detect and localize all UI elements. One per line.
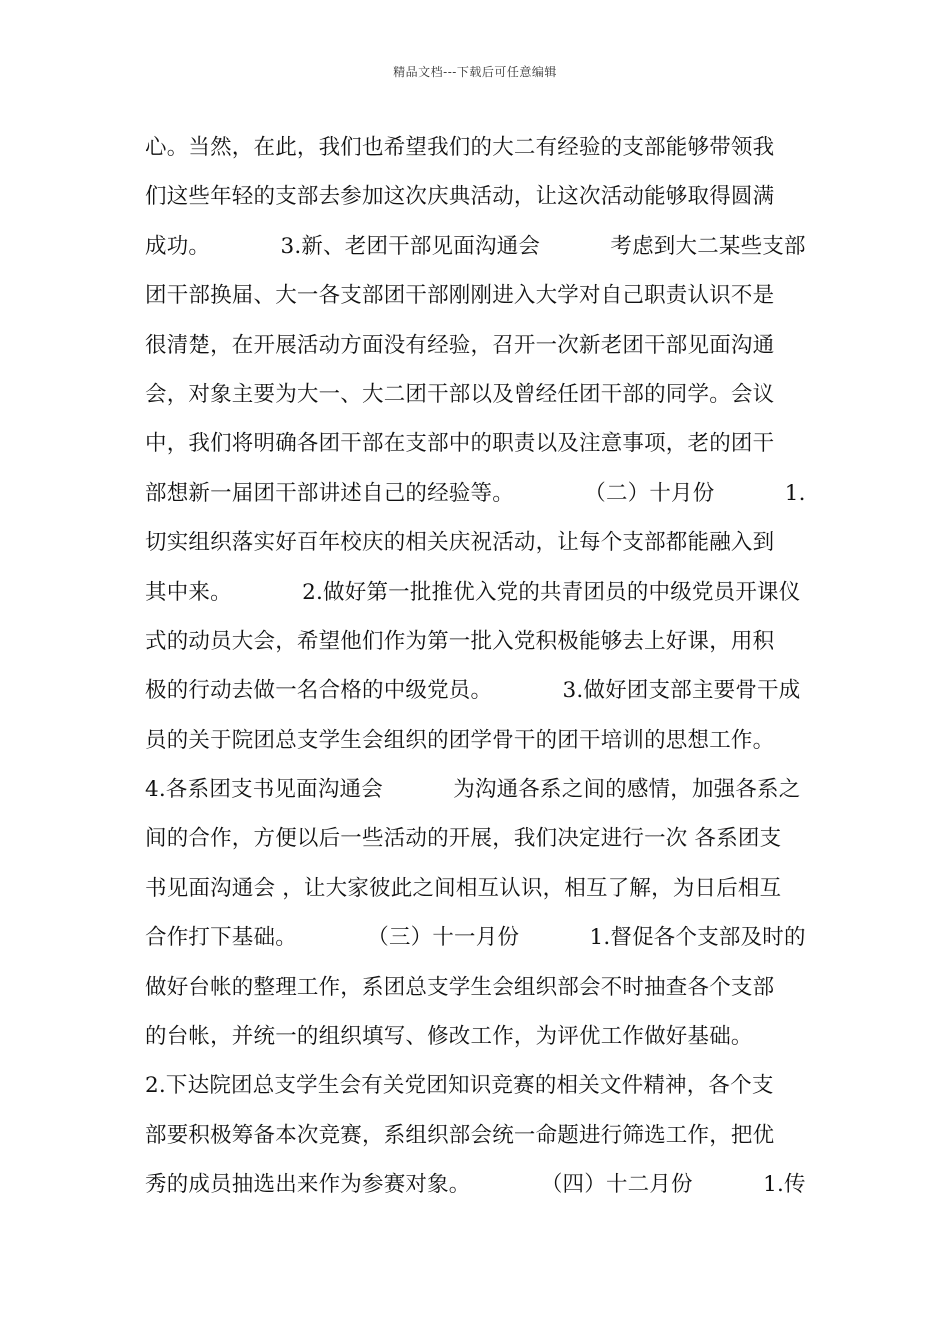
text-line: 们这些年轻的支部去参加这次庆典活动，让这次活动能够取得圆满 <box>145 184 775 210</box>
text-line: 心。当然，在此，我们也希望我们的大二有经验的支部能够带领我 <box>145 135 775 160</box>
text-line: 合作打下基础。 （三）十一月份 1.督促各个支部及时的 <box>145 925 806 951</box>
text-line: 做好台帐的整理工作，系团总支学生会组织部会不时抽查各个支部 <box>145 974 775 1000</box>
text-line: 间的合作，方便以后一些活动的开展，我们决定进行一次 各系团支 <box>145 826 782 852</box>
text-line: 成功。 3.新、老团干部见面沟通会 考虑到大二某些支部 <box>145 233 806 259</box>
text-line: 极的行动去做一名合格的中级党员。 3.做好团支部主要骨干成 <box>145 678 801 704</box>
text-line: 2.下达院团总支学生会有关党团知识竞赛的相关文件精神，各个支 <box>145 1073 774 1099</box>
text-line: 4.各系团支书见面沟通会 为沟通各系之间的感情，加强各系之 <box>145 777 801 803</box>
text-line: 秀的成员抽选出来作为参赛对象。 （四）十二月份 1.传 <box>145 1172 806 1198</box>
text-line: 式的动员大会，希望他们作为第一批入党积极能够去上好课，用积 <box>145 628 775 654</box>
page-header: 精品文档---下载后可任意编辑 <box>393 65 557 79</box>
text-line: 团干部换届、大一各支部团干部刚刚进入大学对自己职责认识不是 <box>145 283 775 309</box>
text-line: 部想新一届团干部讲述自己的经验等。 （二）十月份 1. <box>145 480 806 506</box>
text-line: 部要积极筹备本次竞赛，系组织部会统一命题进行筛选工作，把优 <box>145 1122 775 1148</box>
text-line: 员的关于院团总支学生会组织的团学骨干的团干培训的思想工作。 <box>145 727 775 753</box>
text-line: 其中来。 2.做好第一批推优入党的共青团员的中级党员开课仪 <box>145 579 801 605</box>
text-line: 会，对象主要为大一、大二团干部以及曾经任团干部的同学。会议 <box>145 381 775 407</box>
text-line: 书见面沟通会 ，让大家彼此之间相互认识，相互了解，为日后相互 <box>145 875 782 901</box>
text-line: 中，我们将明确各团干部在支部中的职责以及注意事项，老的团干 <box>145 431 775 457</box>
text-line: 切实组织落实好百年校庆的相关庆祝活动，让每个支部都能融入到 <box>145 530 775 556</box>
text-line: 很清楚，在开展活动方面没有经验，召开一次新老团干部见面沟通 <box>145 332 775 358</box>
document-body <box>145 132 809 1219</box>
text-line: 的台帐，并统一的组织填写、修改工作，为评优工作做好基础。 <box>145 1024 753 1050</box>
